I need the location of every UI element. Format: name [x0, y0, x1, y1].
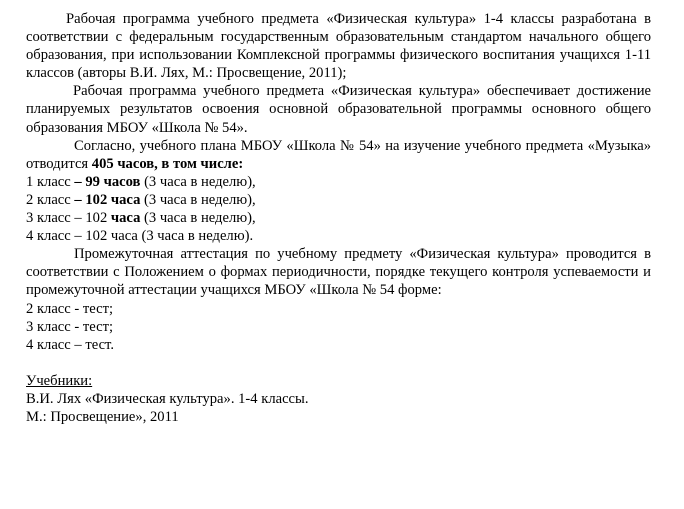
grade-2-test: 2 класс - тест; — [26, 300, 114, 317]
grade-4-hours: 4 класс – 102 часа (3 часа в неделю). — [26, 228, 254, 245]
grade-1-label: 1 класс — [26, 173, 75, 190]
grade-3-weekly: (3 часа в неделю), — [140, 210, 256, 227]
grade-2-hours — [26, 191, 651, 209]
study-plan-paragraph — [26, 137, 651, 173]
textbooks-heading: Учебники: — [26, 372, 93, 389]
grade-3-hours-unit: часа — [110, 210, 141, 227]
grade-1-hours-value: – 99 часов — [74, 173, 141, 190]
attestation-paragraph: Промежуточная аттестация по учебному предмету «Физическая культура» проводится в соответствии с Положением о формах периодичности, порядке текущего контроля успеваемости и промежуточной аттестации учащихся МБОУ «Школа № 54 форме: — [26, 246, 651, 299]
grade-2-label: 2 класс — [26, 191, 75, 208]
grade-3-hours — [26, 209, 651, 227]
results-paragraph: Рабочая программа учебного предмета «Физическая культура» обеспечивает достижение планируемых результатов освоения основной образовательной программы основного общего образования МБОУ «Школа № 54». — [26, 83, 651, 136]
grade-2-hours-value: – 102 часа — [74, 191, 141, 208]
grade-3-test: 3 класс - тест; — [26, 318, 114, 335]
study-plan-text: Согласно, учебного плана МБОУ «Школа № 54» на изучение учебного предмета «Музыка» отводится — [26, 137, 651, 172]
grade-1-hours — [26, 173, 651, 191]
blank-line — [26, 354, 651, 372]
total-hours: 405 часов, в том числе: — [91, 155, 244, 172]
textbook-title: В.И. Лях «Физическая культура». 1-4 классы. — [26, 390, 309, 407]
intro-paragraph: Рабочая программа учебного предмета «Физическая культура» 1-4 классы разработана в соответствии с федеральным государственным образовательным стандартом начального общего образования, при использовании Комплексной программы физического воспитания учащихся 1-11 классов (авторы В.И. Лях, М.: Просвещение, 2011); — [26, 11, 651, 82]
grade-2-weekly: (3 часа в неделю), — [140, 191, 256, 208]
textbook-publisher: М.: Просвещение», 2011 — [26, 408, 179, 425]
grade-3-label: 3 класс – 102 — [26, 210, 111, 227]
grade-4-test: 4 класс – тест. — [26, 336, 114, 353]
document-page — [26, 10, 651, 426]
grade-1-weekly: (3 часа в неделю), — [140, 173, 256, 190]
